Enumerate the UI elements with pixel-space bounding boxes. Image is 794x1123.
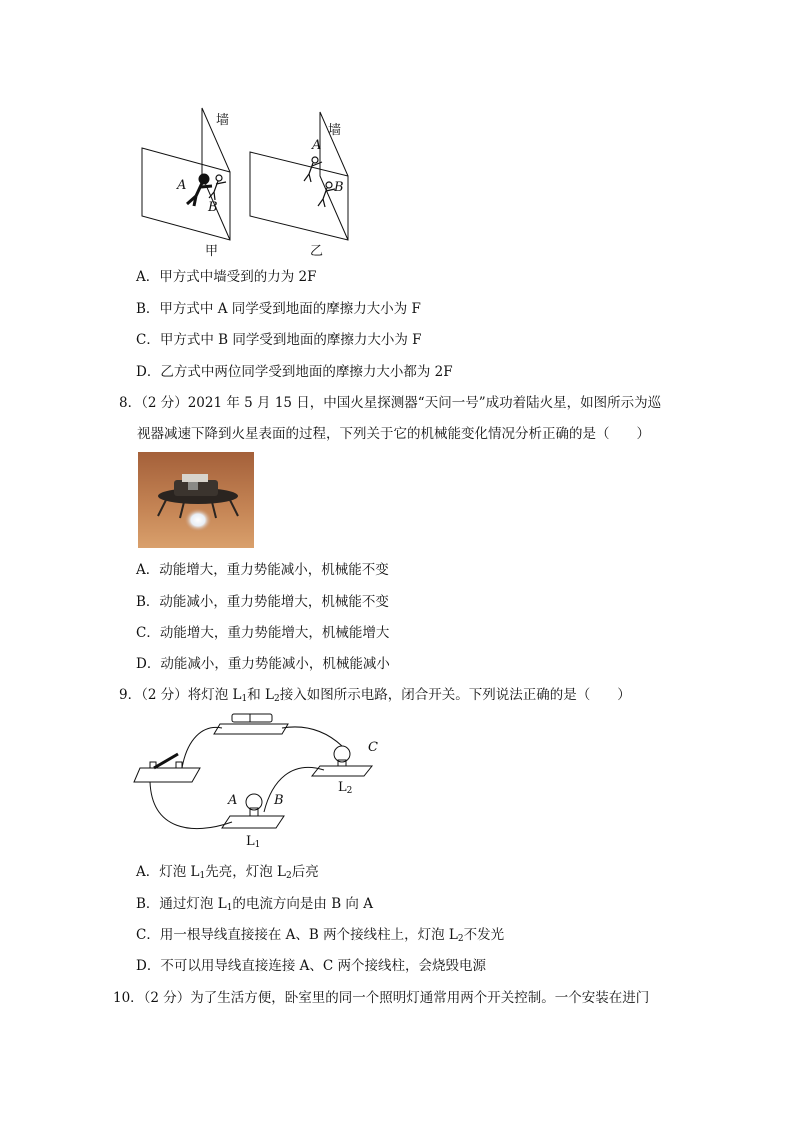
circuit-label-c: C — [368, 740, 378, 755]
switch-lever — [154, 754, 178, 768]
q8-option-d: D．动能减小，重力势能减小，机械能减小 — [136, 656, 390, 672]
label-b-left: B — [208, 200, 218, 215]
q8-stem-line1: 8．（2 分）2021 年 5 月 15 日，中国火星探测器“天问一号”成功着陆火星，如图所示为巡 — [119, 395, 662, 411]
caption-jia: 甲 — [205, 244, 219, 259]
q7-option-b: B．甲方式中 A 同学受到地面的摩擦力大小为 F — [136, 301, 421, 317]
q9-option-d: D．不可以用导线直接连接 A、C 两个接线柱，会烧毁电源 — [136, 958, 486, 974]
q8-stem-line2: 视器减速下降到火星表面的过程，下列关于它的机械能变化情况分析正确的是（ ） — [137, 426, 650, 442]
q8-option-c: C．动能增大，重力势能增大，机械能增大 — [136, 625, 390, 641]
q9-stem: 9．（2 分）将灯泡 $L_1$和 $L_2$接入如图所示电路，闭合开关。下列说法正确的是（ ） — [119, 687, 631, 704]
circuit-label-b: B — [274, 793, 284, 808]
ground-plane-left — [142, 148, 230, 240]
q9-option-c: C．用一根导线直接接在 A、B 两个接线柱上，灯泡 $L_2$不发光 — [136, 927, 505, 944]
circuit-figure — [132, 710, 392, 844]
lamp-l2-board — [312, 766, 372, 776]
wire-l1-switch — [150, 782, 232, 829]
label-a-left: A — [177, 178, 187, 193]
wire-battery-l2 — [282, 727, 342, 746]
q9-option-a: A．灯泡 $L_1$先亮，灯泡 $L_2$后亮 — [136, 864, 319, 881]
mars-lander-photo — [138, 452, 254, 548]
q8-option-a: A．动能增大，重力势能减小，机械能不变 — [136, 562, 389, 578]
person-a-right — [304, 157, 322, 182]
wall-label-left: 墙 — [216, 113, 230, 128]
q9-option-b: B．通过灯泡 $L_1$的电流方向是由 B 向 A — [136, 896, 373, 913]
switch-board — [134, 768, 200, 782]
circuit-label-l1: $L_1$ — [246, 834, 261, 850]
circuit-label-a: A — [228, 793, 238, 808]
label-b-right: B — [334, 180, 344, 195]
battery-cell — [232, 714, 272, 722]
q7-option-a: A．甲方式中墙受到的力为 2F — [136, 269, 317, 285]
circuit-label-l2: $L_2$ — [338, 780, 353, 796]
q7-option-c: C．甲方式中 B 同学受到地面的摩擦力大小为 F — [136, 332, 422, 348]
ground-plane-right — [250, 152, 348, 240]
q10-stem-line1: 10．（2 分）为了生活方便，卧室里的同一个照明灯通常用两个开关控制。一个安装在进门 — [113, 990, 650, 1006]
q8-option-b: B．动能减小，重力势能增大，机械能不变 — [136, 594, 389, 610]
q7-option-d: D．乙方式中两位同学受到地面的摩擦力大小都为 2F — [136, 364, 453, 380]
label-a-right: A — [312, 138, 322, 153]
wall-label-right: 墙 — [328, 123, 342, 138]
battery-board — [214, 724, 288, 734]
caption-yi: 乙 — [310, 244, 324, 259]
